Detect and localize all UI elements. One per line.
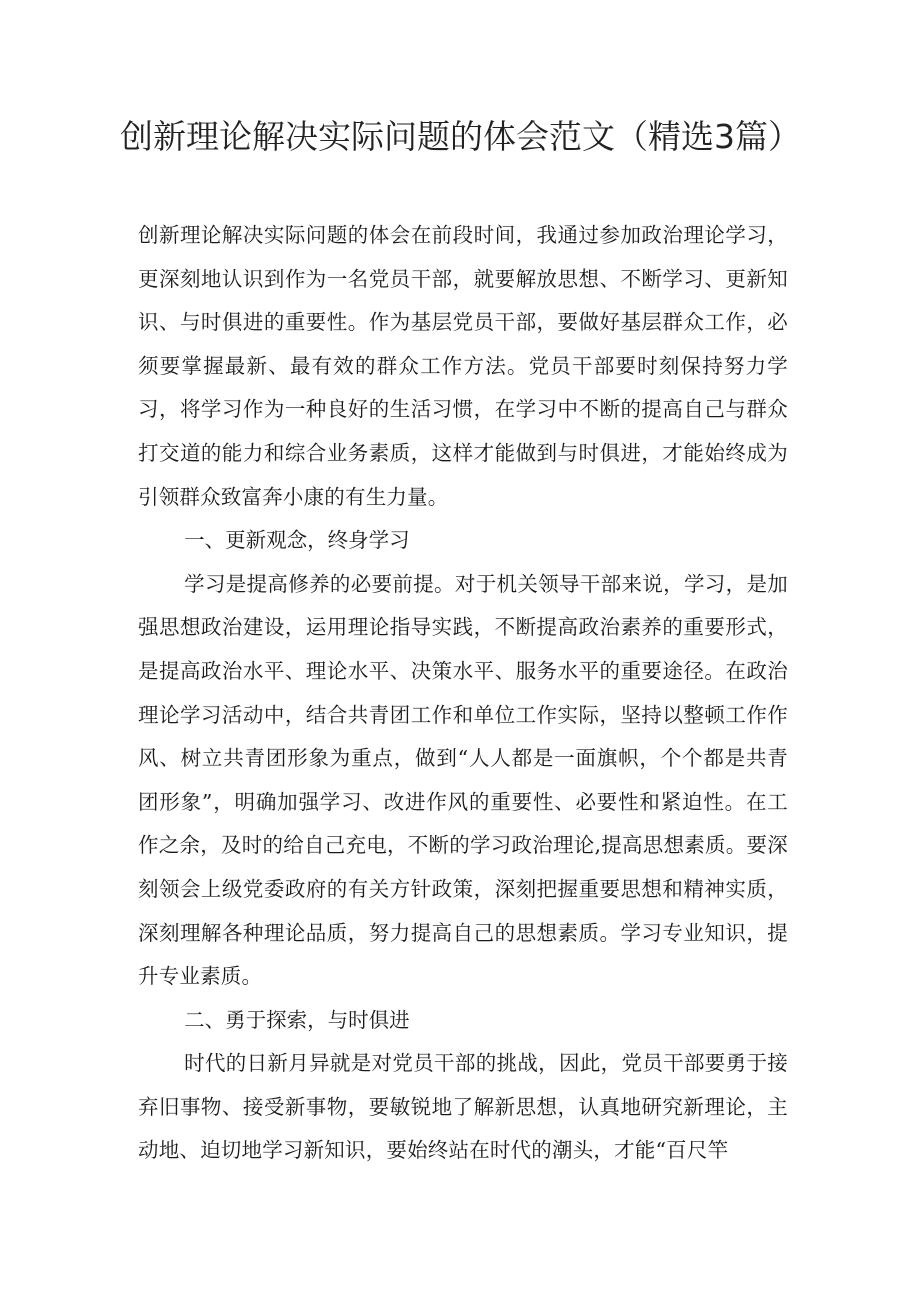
document-body <box>138 214 788 1173</box>
document-title: 创新理论解决实际问题的体会范文（精选3篇） <box>120 117 801 156</box>
intro-paragraph: 创新理论解决实际问题的体会在前段时间，我通过参加政治理论学习，更深刻地认识到作为一名党员干部，就要解放思想、不断学习、更新知识、与时俱进的重要性。作为基层党员干部，要做好基层群众工作，必须要掌握最新、最有效的群众工作方法。党员干部要时刻保持努力学习，将学习作为一种良好的生活习惯，在学习中不断的提高自己与群众打交道的能力和综合业务素质，这样才能做到与时俱进，才能始终成为引领群众致富奔小康的有生力量。 <box>138 223 788 509</box>
section-2-paragraph: 时代的日新月异就是对党员干部的挑战，因此，党员干部要勇于接弃旧事物、接受新事物，要敏锐地了解新思想，认真地研究新理论，主动地、迫切地学习新知识，要始终站在时代的潮头，才能“百尺竿 <box>138 1051 788 1163</box>
section-1-paragraph: 学习是提高修养的必要前提。对于机关领导干部来说，学习，是加强思想政治建设，运用理论指导实践，不断提高政治素养的重要形式，是提高政治水平、理论水平、决策水平、服务水平的重要途径。在政治理论学习活动中，结合共青团工作和单位工作实际，坚持以整顿工作作风、树立共青团形象为重点，做到“人人都是一面旗帜，个个都是共青团形象”，明确加强学习、改进作风的重要性、必要性和紧迫性。在工作之余，及时的给自己充电，不断的学习政治理论,提高思想素质。要深刻领会上级党委政府的有关方针政策，深刻把握重要思想和精神实质，深刻理解各种理论品质，努力提高自己的思想素质。学习专业知识，提升专业素质。 <box>138 571 788 989</box>
section-heading-1: 一、更新观念，终身学习 <box>184 528 410 553</box>
section-heading-2: 二、勇于探索，与时俱进 <box>184 1007 410 1032</box>
